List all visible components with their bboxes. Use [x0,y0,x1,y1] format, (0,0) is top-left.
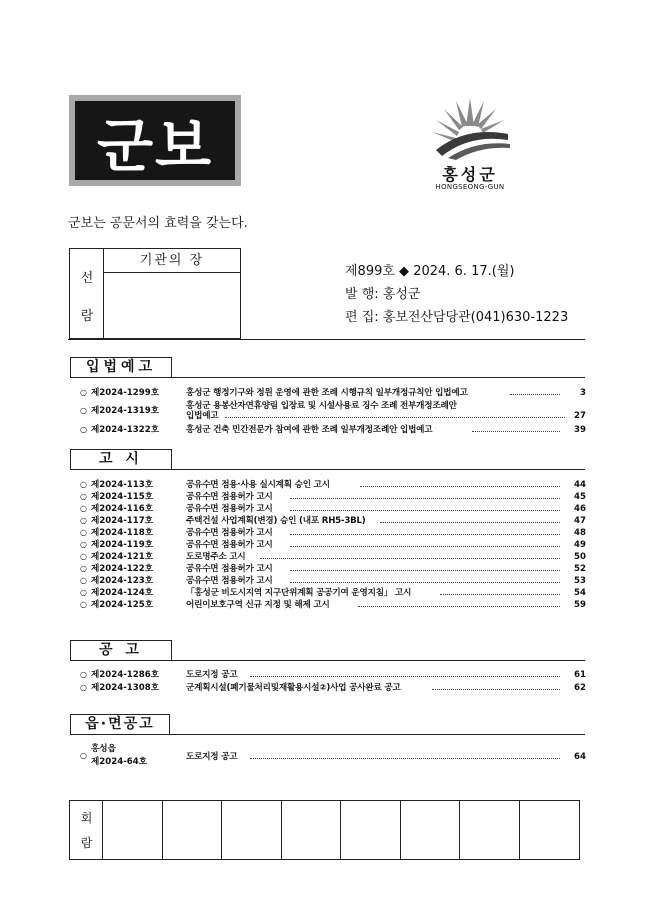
circulation-cell[interactable] [520,801,579,859]
entry-page: 46 [574,504,586,514]
bullet-icon: ○ [80,751,87,760]
entry-number: 제2024-125호 [91,600,154,610]
entry-number: 제2024-64호 [91,757,148,767]
entry-page: 62 [574,683,586,693]
entry-title: 공유수면 점용허가 고시 [186,528,273,538]
entry-title: 공유수면 점용허가 고시 [186,540,273,550]
circulation-cell[interactable] [103,801,163,859]
approval-header: 기관의 장 [104,249,240,273]
toc-entry[interactable] [80,527,586,539]
leader-dots [290,510,560,511]
leader-dots [250,676,560,677]
toc-entry[interactable] [80,682,586,694]
entry-number: 제2024-116호 [91,504,154,514]
leader-dots [440,594,560,595]
leader-dots [290,546,560,547]
toc-entry[interactable] [80,515,586,527]
section-rule [70,469,585,470]
entry-title: 군계획시설(폐기물처리및재활용시설②)사업 공사완료 공고 [186,683,401,693]
bullet-icon: ○ [80,576,87,585]
logo-name: 홍성군 [442,165,498,184]
section-heading-notices: 고 시 [70,449,172,470]
leader-dots [260,558,560,559]
section-rule [70,734,585,735]
entry-page: 49 [574,540,586,550]
entry-title-continued: 입법예고 [186,411,219,421]
entry-title: 도로지정 공고 [186,670,238,680]
entry-page: 59 [574,600,586,610]
circulation-cell[interactable] [163,801,222,859]
entry-title: 홍성군 건축 민간전문가 참여에 관한 조례 일부개정조례안 입법예고 [186,425,433,435]
entry-title: 어린이보호구역 신규 지정 및 해제 고시 [186,600,330,610]
entry-page: 47 [574,516,586,526]
leader-dots [432,689,560,690]
leader-dots [360,486,560,487]
entry-title: 공유수면 점용허가 고시 [186,492,273,502]
entry-title: 도로명주소 고시 [186,552,246,562]
entry-number: 제2024-115호 [91,492,154,502]
entry-number: 제2024-119호 [91,540,154,550]
toc-entry[interactable] [80,743,586,769]
masthead [69,95,241,186]
bullet-icon: ○ [80,552,87,561]
approval-label-column [70,249,104,338]
section-rule [70,377,585,378]
entry-number: 제2024-123호 [91,576,154,586]
masthead-title: 군보 [96,111,214,180]
entry-title: 주택건설 사업계획(변경) 승인 (내포 RH5-3BL) [186,516,366,526]
circulation-cell[interactable] [341,801,401,859]
entry-number: 제2024-118호 [91,528,154,538]
circulation-box [69,800,580,860]
bullet-icon: ○ [80,564,87,573]
leader-dots [510,394,560,395]
entry-number: 제2024-1286호 [91,670,160,680]
circulation-cell[interactable] [460,801,520,859]
entry-title: 공유수면 점용·사용 실시계획 승인 고시 [186,480,330,490]
entry-page: 54 [574,588,586,598]
bullet-icon: ○ [80,600,87,609]
approval-label-char: 선 [80,271,94,286]
entry-page: 45 [574,492,586,502]
leader-dots [250,758,560,759]
bullet-icon: ○ [80,406,87,415]
bullet-icon: ○ [80,388,87,397]
issue-editor: 편 집: 홍보전산담당관(041)630-1223 [345,310,569,325]
bullet-icon: ○ [80,480,87,489]
bullet-icon: ○ [80,504,87,513]
hongseong-logo [420,96,520,196]
toc-entry[interactable] [80,424,586,436]
entry-number-prefix: 홍성읍 [91,744,116,754]
toc-entry[interactable] [80,575,586,587]
circulation-label-column [70,801,103,859]
bullet-icon: ○ [80,588,87,597]
entry-number: 제2024-113호 [91,480,154,490]
entry-number: 제2024-121호 [91,552,154,562]
entry-page: 48 [574,528,586,538]
toc-entry[interactable] [80,669,586,681]
circulation-cell[interactable] [401,801,460,859]
circulation-label-char: 회 [80,811,93,825]
circulation-cell[interactable] [282,801,341,859]
entry-number: 제2024-122호 [91,564,154,574]
entry-page: 27 [574,411,586,421]
leader-dots [290,498,560,499]
toc-entry[interactable] [80,587,586,599]
entry-number: 제2024-124호 [91,588,154,598]
issue-number-date: 제899호 ◆ 2024. 6. 17.(월) [345,264,515,279]
toc-entry[interactable] [80,479,586,491]
section-heading-announcements: 공 고 [70,640,172,661]
entry-page: 3 [580,388,586,398]
bullet-icon: ○ [80,516,87,525]
toc-entry[interactable] [80,599,586,611]
toc-entry[interactable] [80,563,586,575]
leader-dots [290,534,560,535]
masthead-inner [75,101,235,180]
entry-title: 홍성군 용봉산자연휴양림 입장료 및 시설사용료 징수 조례 전부개정조례안 [186,401,457,411]
entry-page: 50 [574,552,586,562]
bullet-icon: ○ [80,528,87,537]
entry-page: 52 [574,564,586,574]
header-divider [68,339,585,340]
section-heading-town: 읍·면공고 [70,714,170,735]
entry-page: 53 [574,576,586,586]
leader-dots [290,570,560,571]
entry-page: 39 [574,425,586,435]
approval-label-char: 람 [80,309,94,324]
entry-title: 공유수면 점용허가 고시 [186,576,273,586]
emblem-icon [426,96,514,162]
section-rule [70,660,585,661]
leader-dots [358,606,560,607]
bullet-icon: ○ [80,670,87,679]
entry-number: 제2024-117호 [91,516,154,526]
bullet-icon: ○ [80,540,87,549]
entry-page: 44 [574,480,586,490]
toc-entry[interactable] [80,539,586,551]
entry-title: 공유수면 점용허가 고시 [186,504,273,514]
leader-dots [290,582,560,583]
bullet-icon: ○ [80,425,87,434]
toc-entry[interactable] [80,551,586,563]
toc-entry[interactable] [80,503,586,515]
toc-entry[interactable] [80,491,586,503]
entry-title: 공유수면 점용허가 고시 [186,564,273,574]
toc-entry[interactable] [80,400,586,421]
entry-number: 제2024-1322호 [91,425,160,435]
entry-title: 「홍성군 비도시지역 지구단위계획 공공기여 운영지침」 고시 [186,588,412,598]
entry-number: 제2024-1299호 [91,388,160,398]
entry-page: 64 [574,752,586,762]
logo-subtitle: HONGSEONG-GUN [435,183,505,191]
leader-dots [472,431,560,432]
bullet-icon: ○ [80,683,87,692]
entry-title: 홍성군 행정기구와 정원 운영에 관한 조례 시행규칙 일부개정규칙안 입법예고 [186,388,468,398]
entry-number: 제2024-1319호 [91,406,160,416]
circulation-label-char: 람 [80,836,93,850]
bullet-icon: ○ [80,492,87,501]
leader-dots [225,417,565,418]
issue-publisher: 발 행: 홍성군 [345,287,421,302]
entry-page: 61 [574,670,586,680]
circulation-cell[interactable] [222,801,282,859]
legal-effect-notice: 군보는 공문서의 효력을 갖는다. [68,216,248,231]
entry-number: 제2024-1308호 [91,683,160,693]
approval-box [69,248,241,339]
section-heading-legislation: 입법예고 [70,357,172,378]
entry-title: 도로지정 공고 [186,752,238,762]
leader-dots [380,522,560,523]
toc-entry[interactable] [80,387,586,399]
